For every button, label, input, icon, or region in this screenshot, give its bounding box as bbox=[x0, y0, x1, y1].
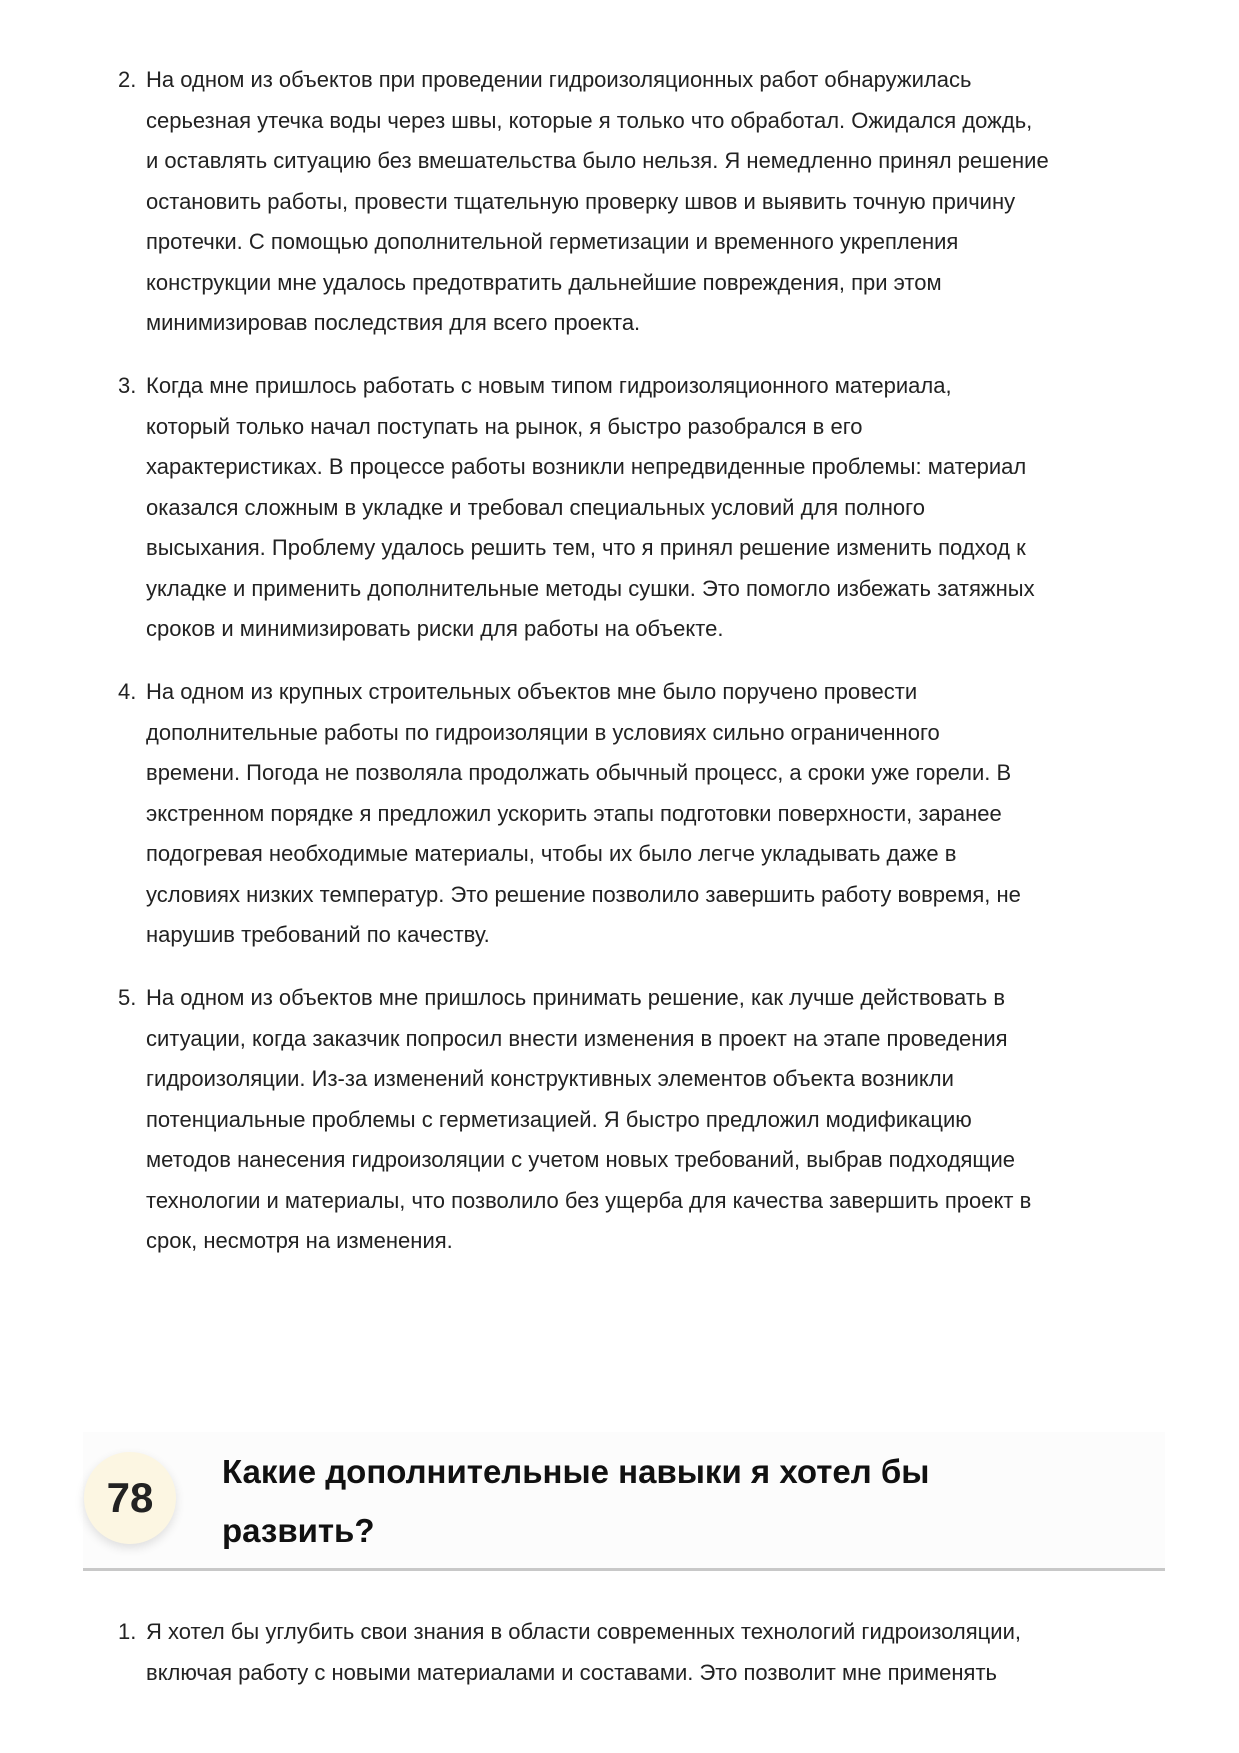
item-text-line: ситуации, когда заказчик попросил внести изменения в проект на этапе проведения bbox=[146, 1025, 1008, 1051]
item-text-line: характеристиках. В процессе работы возникли непредвиденные проблемы: материал bbox=[146, 454, 1027, 479]
answer-list bbox=[0, 60, 1239, 1284]
item-text-line: сроков и минимизировать риски для работы на объекте. bbox=[146, 616, 724, 641]
answer-list bbox=[0, 1612, 1239, 1716]
section-title-line: Какие дополнительные навыки я хотел бы bbox=[222, 1453, 930, 1490]
item-number: 5. bbox=[118, 985, 137, 1010]
item-text-line: нарушив требований по качеству. bbox=[146, 922, 490, 947]
section-divider bbox=[83, 1568, 1165, 1571]
item-text-line: Когда мне пришлось работать с новым типом гидроизоляционного материала, bbox=[146, 373, 952, 398]
item-number: 2. bbox=[118, 67, 137, 92]
question-number-badge: 78 bbox=[84, 1452, 176, 1544]
item-text-line: дополнительные работы по гидроизоляции в условиях сильно ограниченного bbox=[146, 719, 940, 745]
list-item bbox=[0, 978, 1239, 1262]
list-item bbox=[0, 366, 1239, 650]
item-text-line: серьезная утечка воды через швы, которые я только что обработал. Ожидался дождь, bbox=[146, 107, 1033, 133]
item-text-line: включая работу с новыми материалами и составами. Это позволит мне применять bbox=[146, 1659, 997, 1685]
item-text-line: и оставлять ситуацию без вмешательства было нельзя. Я немедленно принял решение bbox=[146, 148, 1049, 173]
item-text-line: технологии и материалы, что позволило без ущерба для качества завершить проект в bbox=[146, 1187, 1032, 1213]
item-text-line: подогревая необходимые материалы, чтобы их было легче укладывать даже в bbox=[146, 841, 957, 866]
item-text-line: На одном из объектов при проведении гидроизоляционных работ обнаружилась bbox=[146, 67, 972, 92]
item-text-line: который только начал поступать на рынок, я быстро разобрался в его bbox=[146, 413, 863, 439]
item-text-line: гидроизоляции. Из-за изменений конструктивных элементов объекта возникли bbox=[146, 1066, 954, 1091]
section-title-line: развить? bbox=[222, 1512, 375, 1549]
item-text-line: укладке и применить дополнительные методы сушки. Это помогло избежать затяжных bbox=[146, 575, 1035, 601]
item-text-line: остановить работы, провести тщательную проверку швов и выявить точную причину bbox=[146, 188, 1016, 214]
item-text-line: Я хотел бы углубить свои знания в области современных технологий гидроизоляции, bbox=[146, 1619, 1021, 1644]
item-text-line: потенциальные проблемы с герметизацией. Я быстро предложил модификацию bbox=[146, 1106, 972, 1132]
item-text-line: экстренном порядке я предложил ускорить этапы подготовки поверхности, заранее bbox=[146, 800, 1002, 826]
item-text-line: оказался сложным в укладке и требовал специальных условий для полного bbox=[146, 494, 925, 520]
section-title bbox=[222, 1442, 929, 1560]
item-text-line: минимизировав последствия для всего проекта. bbox=[146, 310, 641, 335]
item-text-line: На одном из крупных строительных объектов мне было поручено провести bbox=[146, 679, 918, 704]
list-item bbox=[0, 60, 1239, 344]
item-text-line: методов нанесения гидроизоляции с учетом новых требований, выбрав подходящие bbox=[146, 1147, 1015, 1172]
item-text-line: времени. Погода не позволяла продолжать обычный процесс, а сроки уже горели. В bbox=[146, 760, 1012, 785]
item-text-line: высыхания. Проблему удалось решить тем, что я принял решение изменить подход к bbox=[146, 535, 1026, 560]
item-number: 1. bbox=[118, 1619, 137, 1644]
item-number: 3. bbox=[118, 373, 137, 398]
item-text-line: протечки. С помощью дополнительной герметизации и временного укрепления bbox=[146, 229, 959, 254]
list-item bbox=[0, 672, 1239, 956]
list-item bbox=[0, 1612, 1239, 1693]
item-text-line: условиях низких температур. Это решение позволило завершить работу вовремя, не bbox=[146, 881, 1021, 907]
item-number: 4. bbox=[118, 679, 137, 704]
item-text-line: срок, несмотря на изменения. bbox=[146, 1228, 453, 1253]
item-text-line: На одном из объектов мне пришлось принимать решение, как лучше действовать в bbox=[146, 985, 1006, 1010]
item-text-line: конструкции мне удалось предотвратить дальнейшие повреждения, при этом bbox=[146, 269, 942, 295]
